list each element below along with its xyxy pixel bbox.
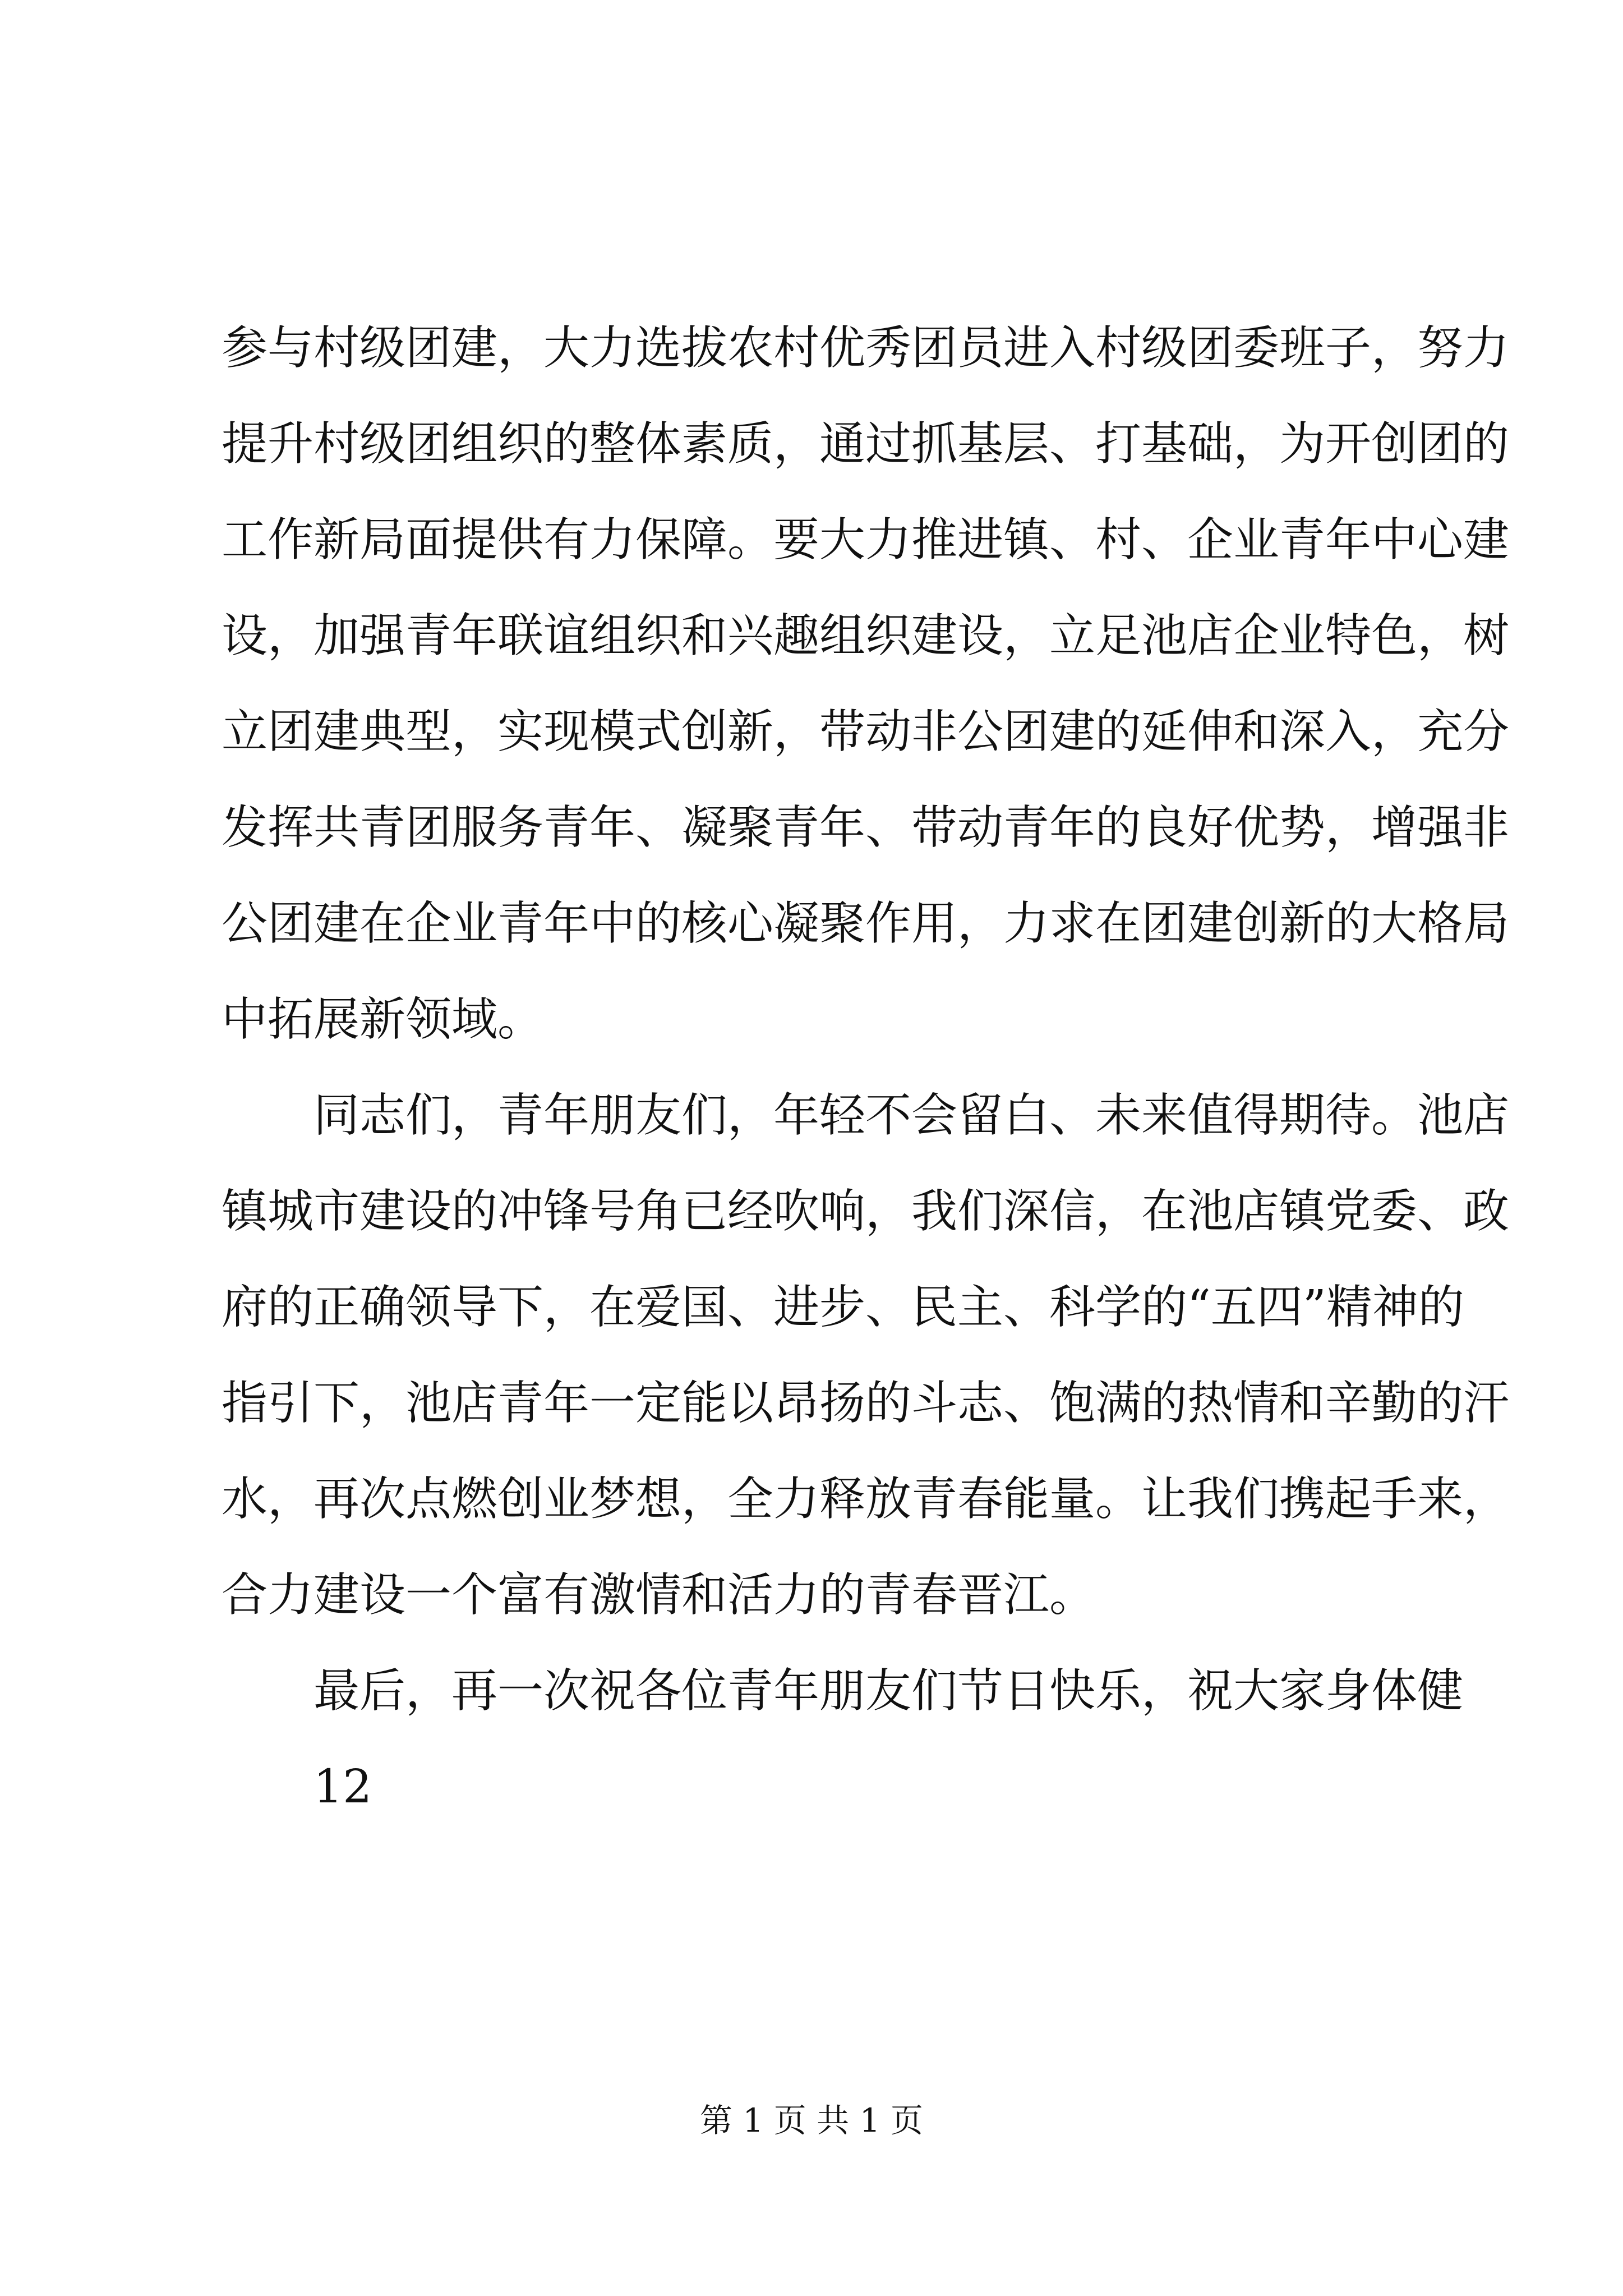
text-line: 合力建设一个富有激情和活力的青春晋江。: [222, 1568, 1096, 1622]
text-line: 中拓展新领域。: [222, 993, 544, 1046]
text-line: 水，再次点燃创业梦想，全力释放青春能量。让我们携起手来，: [222, 1473, 1510, 1526]
text-line: 立团建典型，实现模式创新，带动非公团建的延伸和深入，充分: [222, 705, 1510, 758]
paragraph: [222, 300, 1510, 1068]
page-footer: 第 1 页 共 1 页: [700, 2101, 923, 2139]
body-text: [222, 300, 1510, 1835]
text-line: 最后，再一次祝各位青年朋友们节日快乐，祝大家身体健: [313, 1664, 1464, 1718]
text-line: 公团建在企业青年中的核心凝聚作用，力求在团建创新的大格局: [222, 897, 1510, 950]
text-line: 参与村级团建，大力选拔农村优秀团员进入村级团委班子，努力: [222, 321, 1510, 375]
text-line: 指引下，池店青年一定能以昂扬的斗志、饱满的热情和辛勤的汗: [222, 1377, 1510, 1430]
text-line: 府的正确领导下，在爱国、进步、民主、科学的“五四”精神的: [222, 1281, 1464, 1334]
text-line: 设，加强青年联谊组织和兴趣组织建设，立足池店企业特色，树: [222, 609, 1510, 662]
text-line: 镇城市建设的冲锋号角已经吹响，我们深信，在池店镇党委、政: [222, 1185, 1510, 1238]
text-line: 同志们，青年朋友们，年轻不会留白、未来值得期待。池店: [313, 1089, 1510, 1142]
text-line: 12: [313, 1760, 372, 1814]
text-line: 工作新局面提供有力保障。要大力推进镇、村、企业青年中心建: [222, 513, 1510, 567]
paragraph: [222, 1643, 1464, 1835]
paragraph: [222, 1068, 1510, 1643]
text-line: 发挥共青团服务青年、凝聚青年、带动青年的良好优势，增强非: [222, 801, 1510, 854]
text-line: 提升村级团组织的整体素质，通过抓基层、打基础，为开创团的: [222, 417, 1510, 471]
